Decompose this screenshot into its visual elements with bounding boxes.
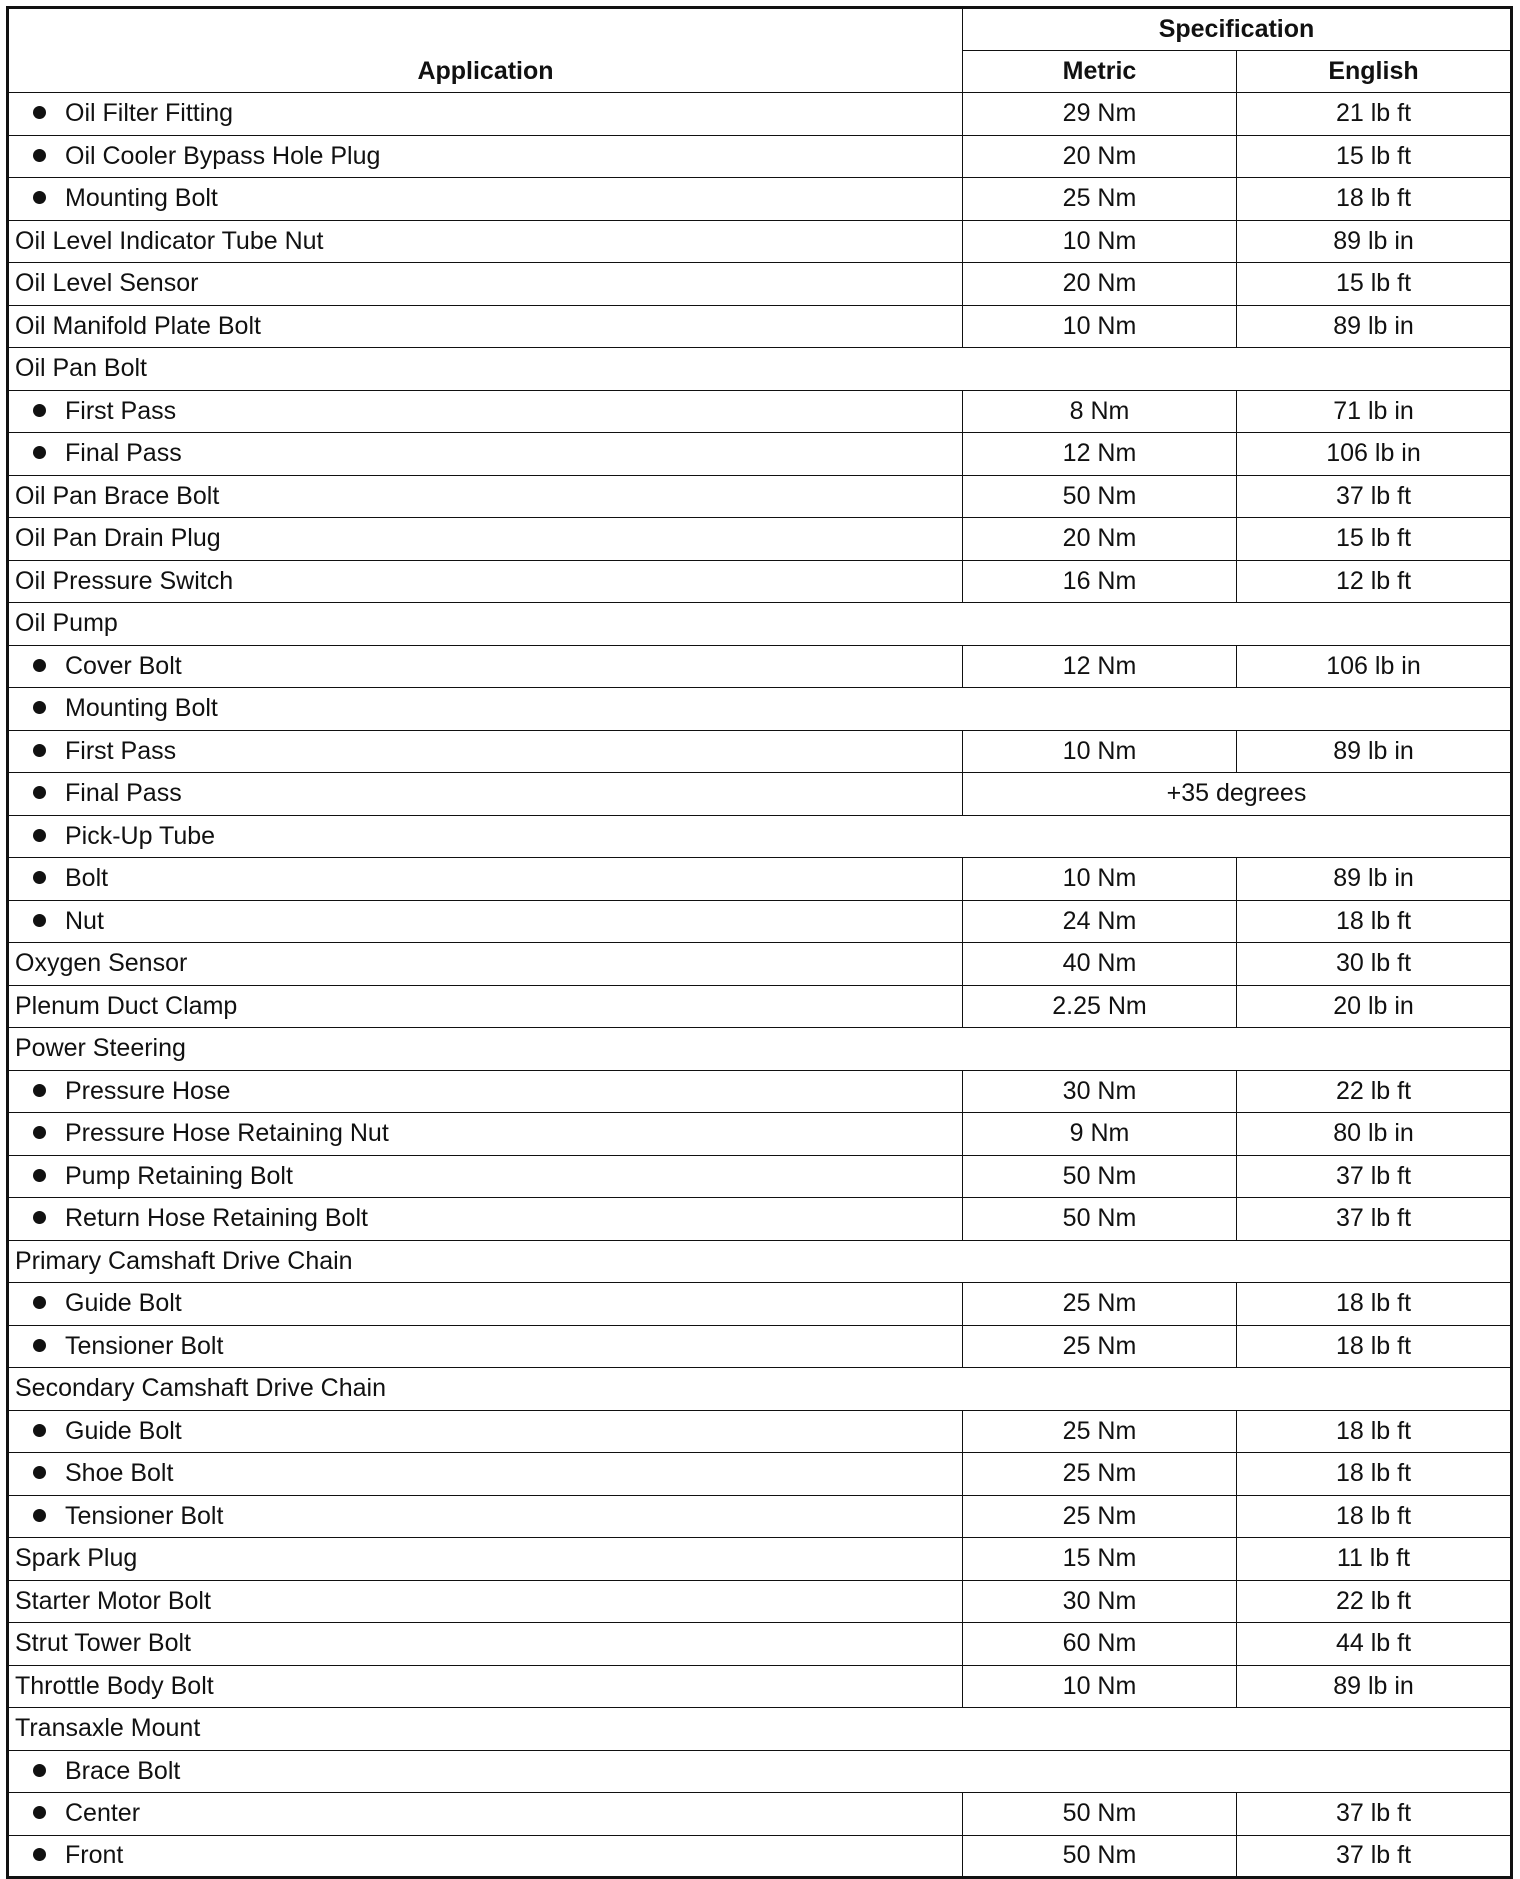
application-label: Pump Retaining Bolt — [65, 1161, 293, 1190]
application-cell — [8, 1028, 1512, 1071]
table-row — [8, 1368, 1512, 1411]
application-cell — [8, 1453, 963, 1496]
application-cell — [8, 93, 963, 136]
application-cell — [8, 135, 963, 178]
application-cell — [8, 1835, 963, 1878]
english-value: 18 lb ft — [1237, 1410, 1512, 1453]
english-value: 22 lb ft — [1237, 1070, 1512, 1113]
bullet-icon — [33, 1339, 46, 1352]
application-cell — [8, 1495, 963, 1538]
header-metric: Metric — [963, 50, 1237, 93]
table-row — [8, 645, 1512, 688]
table-row — [8, 1453, 1512, 1496]
metric-value: 50 Nm — [963, 475, 1237, 518]
application-label: Oil Manifold Plate Bolt — [15, 311, 261, 340]
application-cell — [8, 518, 963, 561]
table-row — [8, 815, 1512, 858]
combined-spec-cell: +35 degrees — [963, 773, 1512, 816]
table-row — [8, 985, 1512, 1028]
table-row — [8, 1283, 1512, 1326]
table-row — [8, 135, 1512, 178]
bullet-icon — [33, 149, 46, 162]
application-cell — [8, 263, 963, 306]
table-row — [8, 1070, 1512, 1113]
bullet-icon — [33, 1296, 46, 1309]
metric-value: 25 Nm — [963, 178, 1237, 221]
english-value: 30 lb ft — [1237, 943, 1512, 986]
application-label: Center — [65, 1799, 141, 1828]
application-label: Power Steering — [15, 1034, 186, 1063]
application-label: Secondary Camshaft Drive Chain — [15, 1374, 386, 1403]
bullet-icon — [33, 1466, 46, 1479]
metric-value: 20 Nm — [963, 518, 1237, 561]
english-value: 37 lb ft — [1237, 1155, 1512, 1198]
table-row — [8, 1793, 1512, 1836]
table-row — [8, 390, 1512, 433]
application-cell — [8, 1793, 963, 1836]
torque-spec-table — [6, 6, 1513, 1879]
table-row — [8, 263, 1512, 306]
application-label: Return Hose Retaining Bolt — [65, 1204, 368, 1233]
table-row — [8, 1410, 1512, 1453]
application-label: Oil Filter Fitting — [65, 99, 234, 128]
application-cell — [8, 1325, 963, 1368]
application-label: Cover Bolt — [65, 651, 182, 680]
english-value: 44 lb ft — [1237, 1623, 1512, 1666]
table-row — [8, 475, 1512, 518]
english-value: 89 lb in — [1237, 730, 1512, 773]
english-value: 106 lb in — [1237, 645, 1512, 688]
english-value: 18 lb ft — [1237, 1495, 1512, 1538]
header-application: Application — [8, 8, 963, 93]
english-value: 21 lb ft — [1237, 93, 1512, 136]
bullet-icon — [33, 446, 46, 459]
bullet-icon — [33, 1211, 46, 1224]
table-row — [8, 1750, 1512, 1793]
english-value: 80 lb in — [1237, 1113, 1512, 1156]
application-label: Oil Pan Bolt — [15, 354, 148, 383]
application-cell — [8, 1283, 963, 1326]
application-label: Oxygen Sensor — [15, 949, 188, 978]
application-label: Plenum Duct Clamp — [15, 991, 238, 1020]
application-cell — [8, 943, 963, 986]
application-label: Pick-Up Tube — [65, 821, 216, 850]
table-body — [8, 93, 1512, 1878]
application-cell — [8, 773, 963, 816]
header-specification: Specification — [963, 8, 1512, 51]
table-row — [8, 305, 1512, 348]
bullet-icon — [33, 404, 46, 417]
application-label: Pressure Hose Retaining Nut — [65, 1119, 389, 1148]
bullet-icon — [33, 1806, 46, 1819]
application-label: Oil Cooler Bypass Hole Plug — [65, 141, 381, 170]
table-row — [8, 433, 1512, 476]
metric-value: 8 Nm — [963, 390, 1237, 433]
english-value: 18 lb ft — [1237, 1453, 1512, 1496]
application-label: Front — [65, 1841, 124, 1870]
table-row — [8, 1835, 1512, 1878]
application-cell — [8, 178, 963, 221]
application-cell — [8, 1708, 1512, 1751]
application-cell — [8, 1070, 963, 1113]
table-row — [8, 1495, 1512, 1538]
english-value: 37 lb ft — [1237, 475, 1512, 518]
english-value: 11 lb ft — [1237, 1538, 1512, 1581]
application-cell — [8, 475, 963, 518]
bullet-icon — [33, 1764, 46, 1777]
bullet-icon — [33, 1169, 46, 1182]
application-cell — [8, 730, 963, 773]
english-value: 22 lb ft — [1237, 1580, 1512, 1623]
table-row — [8, 1665, 1512, 1708]
application-cell — [8, 688, 1512, 731]
english-value: 18 lb ft — [1237, 900, 1512, 943]
metric-value: 24 Nm — [963, 900, 1237, 943]
bullet-icon — [33, 1424, 46, 1437]
table-row — [8, 858, 1512, 901]
application-cell — [8, 1750, 1512, 1793]
bullet-icon — [33, 744, 46, 757]
application-cell — [8, 433, 963, 476]
english-value: 18 lb ft — [1237, 1283, 1512, 1326]
english-value: 18 lb ft — [1237, 178, 1512, 221]
metric-value: 50 Nm — [963, 1198, 1237, 1241]
bullet-icon — [33, 1126, 46, 1139]
table-row — [8, 1240, 1512, 1283]
metric-value: 10 Nm — [963, 305, 1237, 348]
table-row — [8, 1708, 1512, 1751]
application-cell — [8, 1580, 963, 1623]
application-label: First Pass — [65, 396, 177, 425]
english-value: 15 lb ft — [1237, 135, 1512, 178]
header-english: English — [1237, 50, 1512, 93]
application-cell — [8, 985, 963, 1028]
application-cell — [8, 348, 1512, 391]
english-value: 15 lb ft — [1237, 518, 1512, 561]
bullet-icon — [33, 1084, 46, 1097]
bullet-icon — [33, 659, 46, 672]
application-cell — [8, 858, 963, 901]
bullet-icon — [33, 1848, 46, 1861]
english-value: 37 lb ft — [1237, 1793, 1512, 1836]
application-cell — [8, 1665, 963, 1708]
application-cell — [8, 1155, 963, 1198]
application-label: Tensioner Bolt — [65, 1331, 224, 1360]
table-row — [8, 603, 1512, 646]
application-label: Strut Tower Bolt — [15, 1629, 192, 1658]
english-value: 12 lb ft — [1237, 560, 1512, 603]
application-cell — [8, 1410, 963, 1453]
english-value: 18 lb ft — [1237, 1325, 1512, 1368]
table-row — [8, 1538, 1512, 1581]
application-label: Guide Bolt — [65, 1289, 182, 1318]
metric-value: 30 Nm — [963, 1580, 1237, 1623]
bullet-icon — [33, 106, 46, 119]
application-cell — [8, 1198, 963, 1241]
metric-value: 20 Nm — [963, 135, 1237, 178]
application-label: First Pass — [65, 736, 177, 765]
metric-value: 10 Nm — [963, 858, 1237, 901]
metric-value: 10 Nm — [963, 730, 1237, 773]
table-row — [8, 560, 1512, 603]
metric-value: 25 Nm — [963, 1453, 1237, 1496]
application-label: Brace Bolt — [65, 1756, 181, 1785]
bullet-icon — [33, 786, 46, 799]
metric-value: 40 Nm — [963, 943, 1237, 986]
table-row — [8, 1580, 1512, 1623]
english-value: 89 lb in — [1237, 305, 1512, 348]
application-label: Oil Pan Drain Plug — [15, 524, 221, 553]
metric-value: 50 Nm — [963, 1155, 1237, 1198]
metric-value: 9 Nm — [963, 1113, 1237, 1156]
table-row — [8, 1113, 1512, 1156]
application-label: Mounting Bolt — [65, 184, 218, 213]
application-cell — [8, 1538, 963, 1581]
metric-value: 25 Nm — [963, 1283, 1237, 1326]
application-label: Mounting Bolt — [65, 694, 218, 723]
application-label: Final Pass — [65, 779, 182, 808]
table-row — [8, 220, 1512, 263]
english-value: 89 lb in — [1237, 220, 1512, 263]
application-cell — [8, 645, 963, 688]
table-row — [8, 518, 1512, 561]
application-label: Throttle Body Bolt — [15, 1671, 214, 1700]
table-row — [8, 178, 1512, 221]
english-value: 106 lb in — [1237, 433, 1512, 476]
english-value: 37 lb ft — [1237, 1835, 1512, 1878]
table-row — [8, 1198, 1512, 1241]
metric-value: 25 Nm — [963, 1410, 1237, 1453]
application-cell — [8, 603, 1512, 646]
table-row — [8, 773, 1512, 816]
metric-value: 12 Nm — [963, 645, 1237, 688]
metric-value: 60 Nm — [963, 1623, 1237, 1666]
table-row — [8, 1623, 1512, 1666]
application-cell — [8, 560, 963, 603]
table-row — [8, 943, 1512, 986]
application-label: Guide Bolt — [65, 1416, 182, 1445]
metric-value: 20 Nm — [963, 263, 1237, 306]
application-cell — [8, 305, 963, 348]
metric-value: 50 Nm — [963, 1793, 1237, 1836]
metric-value: 10 Nm — [963, 1665, 1237, 1708]
application-cell — [8, 390, 963, 433]
application-label: Oil Pump — [15, 609, 118, 638]
table-row — [8, 1325, 1512, 1368]
application-label: Tensioner Bolt — [65, 1501, 224, 1530]
application-cell — [8, 1240, 1512, 1283]
application-label: Final Pass — [65, 439, 182, 468]
bullet-icon — [33, 701, 46, 714]
english-value: 37 lb ft — [1237, 1198, 1512, 1241]
application-cell — [8, 1113, 963, 1156]
application-cell — [8, 900, 963, 943]
metric-value: 30 Nm — [963, 1070, 1237, 1113]
metric-value: 25 Nm — [963, 1495, 1237, 1538]
application-label: Primary Camshaft Drive Chain — [15, 1246, 353, 1275]
metric-value: 12 Nm — [963, 433, 1237, 476]
table-row — [8, 900, 1512, 943]
application-cell — [8, 1623, 963, 1666]
metric-value: 16 Nm — [963, 560, 1237, 603]
application-label: Oil Level Indicator Tube Nut — [15, 226, 324, 255]
application-label: Pressure Hose — [65, 1076, 231, 1105]
table-row — [8, 730, 1512, 773]
application-label: Oil Level Sensor — [15, 269, 199, 298]
english-value: 15 lb ft — [1237, 263, 1512, 306]
bullet-icon — [33, 829, 46, 842]
application-label: Nut — [65, 906, 104, 935]
metric-value: 25 Nm — [963, 1325, 1237, 1368]
bullet-icon — [33, 871, 46, 884]
application-label: Spark Plug — [15, 1544, 138, 1573]
metric-value: 50 Nm — [963, 1835, 1237, 1878]
application-label: Shoe Bolt — [65, 1459, 174, 1488]
metric-value: 2.25 Nm — [963, 985, 1237, 1028]
table-row — [8, 688, 1512, 731]
metric-value: 29 Nm — [963, 93, 1237, 136]
table-header — [8, 8, 1512, 93]
application-label: Oil Pressure Switch — [15, 566, 234, 595]
table-row — [8, 348, 1512, 391]
table-row — [8, 1155, 1512, 1198]
application-label: Transaxle Mount — [15, 1714, 201, 1743]
application-label: Oil Pan Brace Bolt — [15, 481, 220, 510]
application-cell — [8, 220, 963, 263]
application-cell — [8, 815, 1512, 858]
english-value: 71 lb in — [1237, 390, 1512, 433]
table-row — [8, 1028, 1512, 1071]
application-label: Bolt — [65, 864, 109, 893]
metric-value: 15 Nm — [963, 1538, 1237, 1581]
application-label: Starter Motor Bolt — [15, 1586, 211, 1615]
application-cell — [8, 1368, 1512, 1411]
metric-value: 10 Nm — [963, 220, 1237, 263]
bullet-icon — [33, 914, 46, 927]
english-value: 20 lb in — [1237, 985, 1512, 1028]
english-value: 89 lb in — [1237, 858, 1512, 901]
english-value: 89 lb in — [1237, 1665, 1512, 1708]
table-row — [8, 93, 1512, 136]
bullet-icon — [33, 191, 46, 204]
bullet-icon — [33, 1509, 46, 1522]
